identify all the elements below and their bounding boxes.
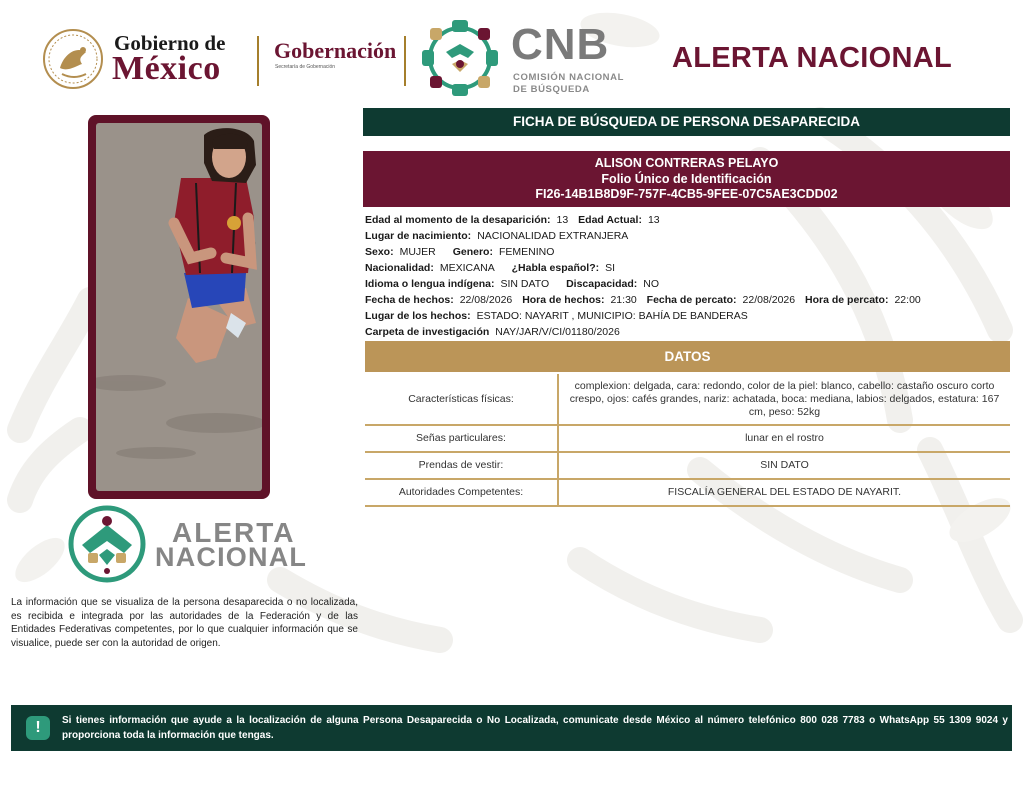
gobierno-line2: México: [112, 50, 221, 87]
person-name-bar: [363, 151, 1010, 207]
gobernacion-subtitle: Secretaría de Gobernación: [275, 64, 336, 70]
edad-actual-label: Edad Actual:: [578, 214, 642, 226]
hora-percato-value: 22:00: [894, 294, 921, 306]
datos-value: lunar en el rostro: [558, 425, 1010, 452]
genero-value: FEMENINO: [498, 246, 555, 258]
info-row: [365, 276, 1010, 292]
alerta-nacional-emblem-icon: [66, 503, 148, 585]
gobierno-de-mexico-logo: [42, 26, 262, 90]
gobierno-line1: Gobierno de: [114, 31, 226, 55]
footer-text: Si tienes información que ayude a la localización de alguna Persona Desaparecida o No Localizada, comunicate desde México al número telefónico 800 028 7783 o WhatsApp 55 1309 9024 y proporciona toda la información que tengas.: [62, 715, 1008, 741]
folio-label: Folio Único de Identificación: [601, 171, 772, 186]
info-row: [365, 308, 1010, 324]
carpeta-label: Carpeta de investigación: [365, 326, 490, 338]
person-photo: [96, 123, 262, 491]
table-row: [365, 425, 1010, 452]
datos-value: complexion: delgada, cara: redondo, color de la piel: blanco, cabello: castaño oscuro corto crespo, ojos: cafés grandes, nariz: achatada, boca: mediana, labios: delgados, estatura: 167 cm, peso: 52kg: [558, 374, 1010, 425]
cnb-emblem-icon: [420, 18, 500, 98]
nacionalidad-label: Nacionalidad:: [365, 262, 434, 274]
fecha-hechos-label: Fecha de hechos:: [365, 294, 454, 306]
cnb-subtitle-line1: COMISIÓN NACIONAL: [513, 72, 625, 83]
discapacidad-label: Discapacidad:: [566, 278, 638, 290]
fecha-hechos-value: 22/08/2026: [459, 294, 513, 306]
idioma-label: Idioma o lengua indígena:: [365, 278, 495, 290]
datos-value: SIN DATO: [558, 452, 1010, 479]
sexo-value: MUJER: [399, 246, 436, 258]
info-row: [365, 228, 1010, 244]
discapacidad-value: NO: [643, 278, 660, 290]
nacionalidad-value: MEXICANA: [439, 262, 495, 274]
fecha-percato-value: 22/08/2026: [742, 294, 796, 306]
lugar-nacimiento-label: Lugar de nacimiento:: [365, 230, 472, 242]
alerta-logo-line1: ALERTA: [172, 517, 296, 548]
header: [0, 0, 1024, 100]
idioma-value: SIN DATO: [500, 278, 550, 290]
genero-label: Genero:: [452, 246, 493, 258]
fecha-percato-label: Fecha de percato:: [646, 294, 737, 306]
lugar-hechos-label: Lugar de los hechos:: [365, 310, 471, 322]
datos-value: FISCALÍA GENERAL DEL ESTADO DE NAYARIT.: [558, 479, 1010, 506]
datos-label: Autoridades Competentes:: [365, 479, 558, 506]
national-seal-icon: [42, 28, 104, 90]
edad-actual-value: 13: [647, 214, 660, 226]
footer-banner: [11, 705, 1012, 751]
datos-label: Prendas de vestir:: [365, 452, 558, 479]
info-row: [365, 324, 1010, 340]
table-row: [365, 452, 1010, 479]
info-row: [365, 292, 1010, 308]
datos-label: Características físicas:: [365, 374, 558, 425]
info-row: [365, 260, 1010, 276]
carpeta-value: NAY/JAR/V/CI/01180/2026: [495, 326, 620, 338]
datos-header: DATOS: [365, 341, 1010, 372]
cnb-subtitle-line2: DE BÚSQUEDA: [513, 84, 590, 95]
info-row: [365, 212, 1010, 228]
disclaimer-text: La información que se visualiza de la persona desaparecida o no localizada, es recibida e integrada por las autoridades de la Federación y de las Entidades Federativas competentes, por lo que cualquier información que se visualice, puede ser con la autoridad de origen.: [11, 597, 358, 649]
habla-espanol-label: ¿Habla español?:: [511, 262, 600, 274]
alerta-nacional-title: ALERTA NACIONAL: [672, 42, 952, 74]
hora-percato-label: Hora de percato:: [805, 294, 889, 306]
folio-id: FI26-14B1B8D9F-757F-4CB5-9FEE-07C5AE3CDD02: [535, 187, 838, 201]
edad-desaparicion-label: Edad al momento de la desaparición:: [365, 214, 551, 226]
alerta-nacional-logo: [66, 503, 316, 585]
lugar-nacimiento-value: NACIONALIDAD EXTRANJERA: [477, 230, 629, 242]
datos-table: [365, 374, 1010, 507]
edad-desaparicion-value: 13: [556, 214, 569, 226]
table-row: [365, 374, 1010, 425]
photo-frame: [88, 115, 270, 499]
ficha-title-bar: FICHA DE BÚSQUEDA DE PERSONA DESAPARECIDA: [363, 108, 1010, 136]
cnb-title: CNB: [511, 20, 610, 69]
header-divider: [257, 36, 259, 86]
cnb-subtitle: [513, 72, 624, 96]
sexo-label: Sexo:: [365, 246, 394, 258]
person-info: [365, 212, 1010, 340]
hora-hechos-value: 21:30: [610, 294, 637, 306]
gobernacion-logo: Gobernación: [274, 38, 397, 63]
hora-hechos-label: Hora de hechos:: [522, 294, 605, 306]
info-row: [365, 244, 1010, 260]
table-row: [365, 479, 1010, 506]
header-divider: [404, 36, 406, 86]
alerta-logo-line2: NACIONAL: [155, 542, 308, 572]
person-name: ALISON CONTRERAS PELAYO: [594, 156, 779, 170]
habla-espanol-value: SI: [605, 262, 616, 274]
datos-label: Señas particulares:: [365, 425, 558, 452]
exclamation-icon: !: [26, 716, 50, 740]
lugar-hechos-value: ESTADO: NAYARIT , MUNICIPIO: BAHÍA DE BANDERAS: [476, 310, 748, 322]
